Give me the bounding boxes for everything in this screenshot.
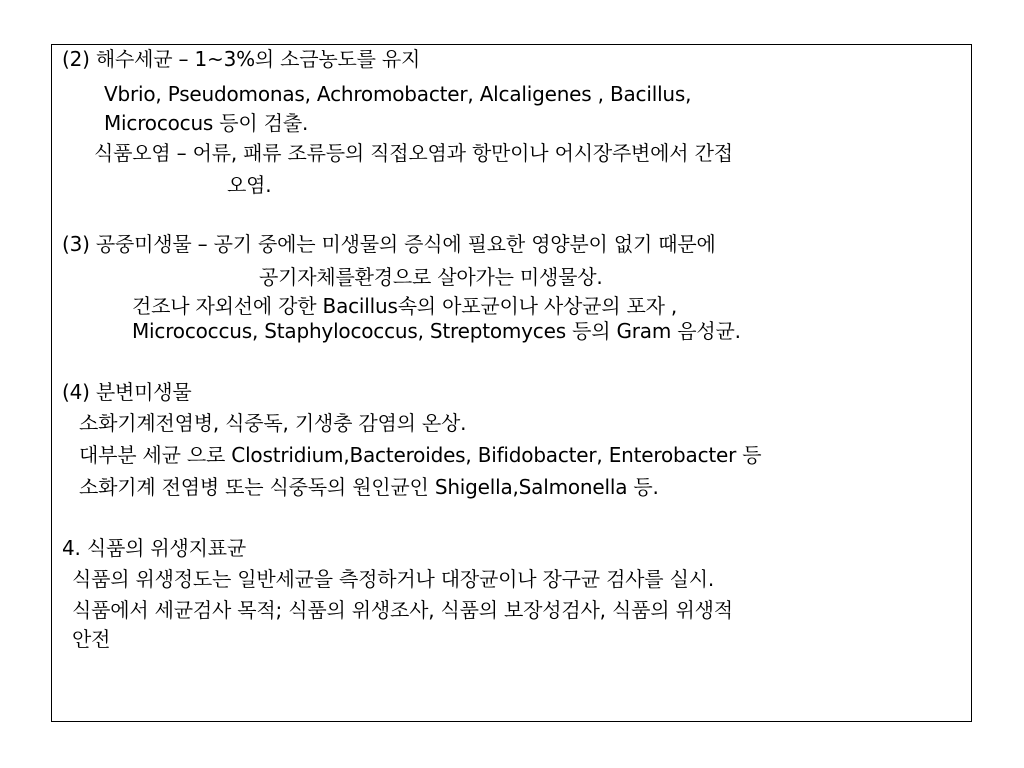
section-4-line2: 대부분 세균 으로 Clostridium,Bacteroides, Bifidobacter, Enterobacter 등 bbox=[79, 443, 762, 467]
slide-content-box bbox=[51, 44, 972, 722]
indicator-line1: 식품의 위생정도는 일반세균을 측정하거나 대장균이나 장구균 검사를 실시. bbox=[72, 567, 714, 591]
section-4-line1: 소화기계전염병, 식중독, 기생충 감염의 온상. bbox=[79, 411, 467, 435]
section-2-organisms-line2: Micrococus 등이 검출. bbox=[104, 111, 309, 135]
section-2-organisms-line1: Vbrio, Pseudomonas, Achromobacter, Alcaligenes , Bacillus, bbox=[104, 82, 692, 106]
indicator-line3: 안전 bbox=[72, 627, 111, 651]
section-3-heading: (3) 공중미생물 – 공기 중에는 미생물의 증식에 필요한 영양분이 없기 때문에 bbox=[62, 232, 716, 256]
section-3-organisms-line2: Micrococcus, Staphylococcus, Streptomyces 등의 Gram 음성균. bbox=[132, 319, 741, 343]
section-3-organisms-line1: 건조나 자외선에 강한 Bacillus속의 아포균이나 사상균의 포자 , bbox=[132, 294, 678, 318]
section-2-contamination-line2: 오염. bbox=[227, 173, 272, 197]
section-3-description: 공기자체를환경으로 살아가는 미생물상. bbox=[259, 265, 603, 289]
indicator-heading: 4. 식품의 위생지표균 bbox=[62, 536, 246, 560]
section-2-contamination-line1: 식품오염 – 어류, 패류 조류등의 직접오염과 항만이나 어시장주변에서 간접 bbox=[94, 141, 733, 165]
indicator-line2: 식품에서 세균검사 목적; 식품의 위생조사, 식품의 보장성검사, 식품의 위생적 bbox=[72, 598, 733, 622]
section-4-heading: (4) 분변미생물 bbox=[62, 380, 192, 404]
section-2-heading: (2) 해수세균 – 1~3%의 소금농도를 유지 bbox=[62, 47, 421, 71]
section-4-line3: 소화기계 전염병 또는 식중독의 원인균인 Shigella,Salmonella 등. bbox=[79, 475, 659, 499]
